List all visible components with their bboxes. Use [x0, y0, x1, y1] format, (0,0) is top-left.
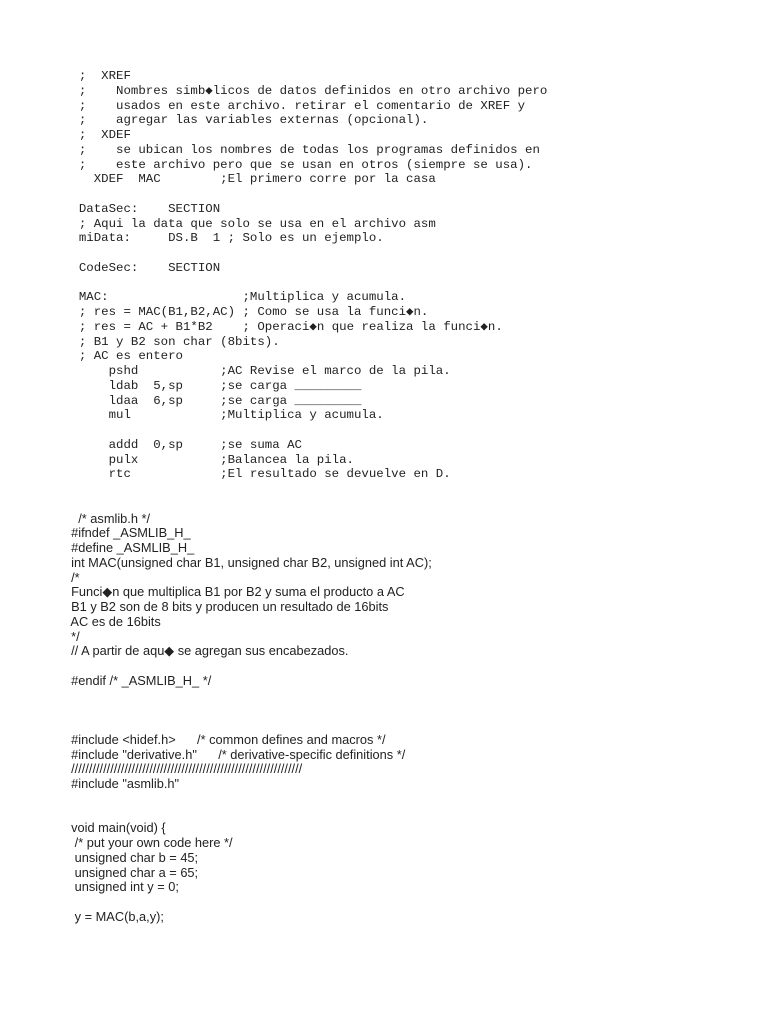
code-line: B1 y B2 son de 8 bits y producen un resultado de 16bits [64, 599, 389, 614]
code-line: ; B1 y B2 son char (8bits). [64, 334, 280, 349]
code-line [64, 187, 744, 202]
code-line: AC es de 16bits [64, 613, 161, 629]
code-line: ; agregar las variables externas (opcional). [64, 113, 429, 128]
code-line: addd 0,sp ;se suma AC [64, 437, 302, 452]
code-line: CodeSec: SECTION [64, 260, 221, 275]
code-line [64, 718, 744, 733]
code-line: ; XDEF [64, 128, 131, 142]
code-line [64, 659, 744, 674]
code-line: unsigned char b = 45; [64, 849, 199, 865]
code-line: /* put your own code here */ [64, 835, 233, 850]
code-line: pulx ;Balancea la pila. [64, 452, 354, 467]
code-line: ; Nombres simb◆licos de datos definidos en otro archivo pero [64, 83, 548, 98]
code-line: ; se ubican los nombres de todas los programas definidos en [64, 142, 540, 157]
code-line: mul ;Multiplica y acumula. [64, 408, 384, 423]
code-line [64, 246, 744, 261]
code-line [64, 895, 744, 910]
code-line: pshd ;AC Revise el marco de la pila. [64, 364, 451, 378]
code-line: #define _ASMLIB_H_ [64, 540, 195, 555]
code-line [64, 276, 744, 291]
code-line: ; este archivo pero que se usan en otros (siempre se usa). [64, 157, 533, 172]
code-line: miData: DS.B 1 ; Solo es un ejemplo. [64, 231, 384, 246]
code-line: ; XREF [64, 69, 131, 83]
code-line: /* [64, 569, 80, 585]
code-line [64, 482, 744, 497]
code-line [64, 497, 744, 512]
code-line: #include "asmlib.h" [64, 776, 180, 791]
code-line: int MAC(unsigned char B1, unsigned char B2, unsigned int AC); [64, 554, 432, 570]
code-document [64, 69, 744, 925]
code-line: Funci◆n que multiplica B1 por B2 y suma el producto a AC [64, 584, 405, 600]
code-line [64, 689, 744, 704]
code-line: y = MAC(b,a,y); [64, 908, 164, 924]
code-line: */ [64, 628, 80, 644]
code-line: unsigned char a = 65; [64, 864, 199, 880]
code-line [64, 792, 744, 807]
code-line: MAC: ;Multiplica y acumula. [64, 290, 407, 305]
code-line: unsigned int y = 0; [64, 879, 179, 895]
code-line: #include <hidef.h> /* common defines and macros */ [64, 731, 386, 747]
code-line: ldaa 6,sp ;se carga _________ [64, 393, 362, 408]
code-line: ; usados en este archivo. retirar el comentario de XREF y [64, 98, 526, 113]
code-line: DataSec: SECTION [64, 201, 221, 216]
code-line: /* asmlib.h */ [64, 510, 151, 526]
code-line: #ifndef _ASMLIB_H_ [64, 525, 191, 541]
code-line: // A partir de aqu◆ se agregan sus encabezados. [64, 643, 349, 659]
code-line: ; AC es entero [64, 349, 183, 364]
code-line: #endif /* _ASMLIB_H_ */ [64, 672, 212, 688]
code-line [64, 423, 744, 438]
code-line: ///////////////////////////////////////////////////////////////// [64, 761, 303, 777]
code-line [64, 703, 744, 718]
code-line [64, 807, 744, 822]
code-line: void main(void) { [64, 820, 166, 836]
code-line: rtc ;El resultado se devuelve en D. [64, 467, 451, 482]
code-line: #include "derivative.h" /* derivative-specific definitions */ [64, 746, 406, 762]
code-line: XDEF MAC ;El primero corre por la casa [64, 172, 436, 187]
code-line: ldab 5,sp ;se carga _________ [64, 378, 362, 393]
code-line: ; Aqui la data que solo se usa en el archivo asm [64, 216, 436, 231]
code-line: ; res = MAC(B1,B2,AC) ; Como se usa la funci◆n. [64, 305, 429, 319]
code-line: ; res = AC + B1*B2 ; Operaci◆n que realiza la funci◆n. [64, 319, 503, 334]
